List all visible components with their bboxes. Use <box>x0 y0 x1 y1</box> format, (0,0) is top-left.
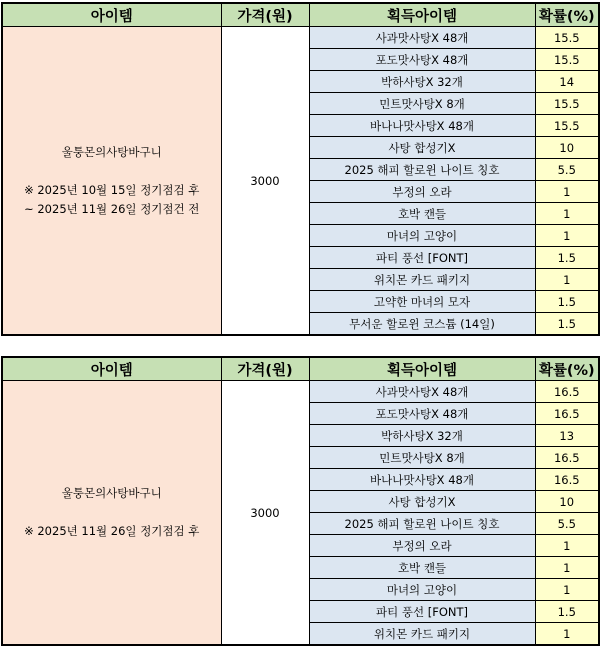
reward-item: 사과맛사탕X 48개 <box>309 381 535 403</box>
reward-item: 바나나맛사탕X 48개 <box>309 469 535 491</box>
probability-value: 15.5 <box>535 93 599 115</box>
reward-item: 포도맛사탕X 48개 <box>309 403 535 425</box>
reward-item: 박하사탕X 32개 <box>309 425 535 447</box>
reward-item: 무서운 할로윈 코스튬 (14일) <box>309 313 535 336</box>
reward-item: 파티 풍선 [FONT] <box>309 247 535 269</box>
spacer <box>3 162 221 181</box>
item-cell <box>2 381 221 646</box>
probability-value: 10 <box>535 491 599 513</box>
price-cell: 3000 <box>221 381 309 646</box>
probability-value: 5.5 <box>535 513 599 535</box>
reward-item: 사탕 합성기X <box>309 491 535 513</box>
probability-value: 16.5 <box>535 469 599 491</box>
reward-item: 2025 해피 할로윈 나이트 칭호 <box>309 513 535 535</box>
probability-value: 16.5 <box>535 447 599 469</box>
reward-item: 위치몬 카드 패키지 <box>309 269 535 291</box>
reward-item: 바나나맛사탕X 48개 <box>309 115 535 137</box>
spacer <box>3 503 221 522</box>
sale-period: ※ 2025년 11월 26일 정기점검 후 <box>24 524 200 538</box>
probability-value: 1 <box>535 203 599 225</box>
table-1-header-row <box>2 3 599 27</box>
item-cell <box>2 27 221 336</box>
sale-period: ~ 2025년 11월 26일 정기점건 전 <box>24 201 200 216</box>
header-price: 가격(원) <box>221 357 309 381</box>
probability-value: 1 <box>535 225 599 247</box>
reward-item: 사탕 합성기X <box>309 137 535 159</box>
probability-value: 15.5 <box>535 27 599 49</box>
reward-item: 부정의 오라 <box>309 181 535 203</box>
header-probability: 확률(%) <box>535 3 599 27</box>
table-1-body <box>2 3 599 335</box>
probability-value: 15.5 <box>535 49 599 71</box>
table-row <box>2 27 599 49</box>
price-cell: 3000 <box>221 27 309 336</box>
reward-item: 부정의 오라 <box>309 535 535 557</box>
reward-item: 위치몬 카드 패키지 <box>309 623 535 646</box>
probability-table-2 <box>1 356 600 646</box>
reward-item: 호박 캔들 <box>309 557 535 579</box>
table-2-header-row <box>2 357 599 381</box>
probability-value: 1.5 <box>535 601 599 623</box>
sale-period: ※ 2025년 10월 15일 정기점검 후 <box>24 182 200 197</box>
reward-item: 박하사탕X 32개 <box>309 71 535 93</box>
reward-item: 파티 풍선 [FONT] <box>309 601 535 623</box>
probability-value: 16.5 <box>535 381 599 403</box>
probability-value: 1 <box>535 535 599 557</box>
reward-item: 호박 캔들 <box>309 203 535 225</box>
reward-item: 사과맛사탕X 48개 <box>309 27 535 49</box>
reward-item: 민트맛사탕X 8개 <box>309 93 535 115</box>
table-2-body <box>2 357 599 645</box>
probability-value: 14 <box>535 71 599 93</box>
header-rewards: 획득아이템 <box>309 357 535 381</box>
probability-value: 1 <box>535 623 599 646</box>
probability-value: 1 <box>535 579 599 601</box>
probability-value: 5.5 <box>535 159 599 181</box>
header-item: 아이템 <box>2 357 221 381</box>
reward-item: 고약한 마녀의 모자 <box>309 291 535 313</box>
probability-value: 1.5 <box>535 313 599 336</box>
reward-item: 마녀의 고양이 <box>309 225 535 247</box>
probability-value: 1.5 <box>535 247 599 269</box>
header-price: 가격(원) <box>221 3 309 27</box>
probability-value: 1 <box>535 181 599 203</box>
reward-item: 마녀의 고양이 <box>309 579 535 601</box>
probability-value: 13 <box>535 425 599 447</box>
reward-item: 민트맛사탕X 8개 <box>309 447 535 469</box>
reward-item: 2025 해피 할로윈 나이트 칭호 <box>309 159 535 181</box>
header-item: 아이템 <box>2 3 221 27</box>
probability-value: 10 <box>535 137 599 159</box>
header-rewards: 획득아이템 <box>309 3 535 27</box>
item-name: 울퉁몬의사탕바구니 <box>61 144 162 159</box>
probability-table-1 <box>1 2 600 336</box>
probability-value: 1.5 <box>535 291 599 313</box>
header-probability: 확률(%) <box>535 357 599 381</box>
item-name: 울퉁몬의사탕바구니 <box>61 486 162 500</box>
table-row <box>2 381 599 403</box>
probability-value: 1 <box>535 557 599 579</box>
probability-value: 1 <box>535 269 599 291</box>
probability-value: 15.5 <box>535 115 599 137</box>
reward-item: 포도맛사탕X 48개 <box>309 49 535 71</box>
probability-value: 16.5 <box>535 403 599 425</box>
